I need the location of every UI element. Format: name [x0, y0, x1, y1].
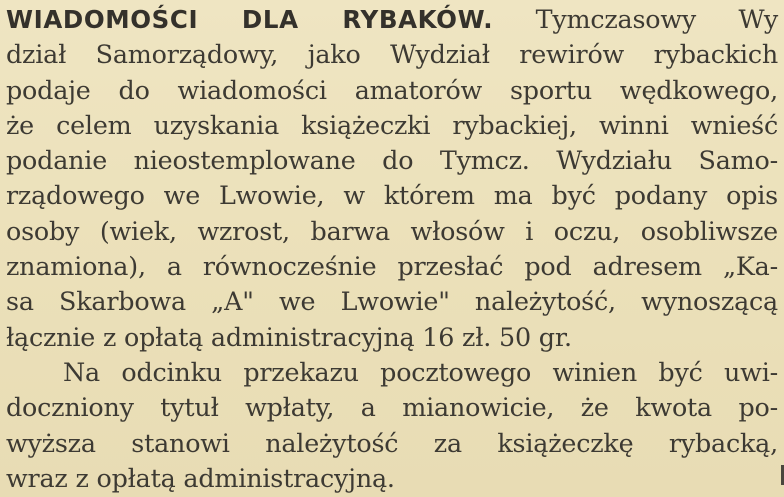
- article-line-9: sa Skarbowa „A" we Lwowie" należytość, wynoszącą: [6, 286, 778, 317]
- article-line-10: łącznie z opłatą administracyjną 16 zł. 50 gr.: [6, 321, 572, 352]
- article-line-1-text: Tymczasowy Wy: [535, 4, 779, 34]
- article-line-11: Na odcinku przekazu pocztowego winien być uwi-: [63, 356, 778, 387]
- article-line-13: wyższa stanowi należytość za książeczkę rybacką,: [6, 427, 778, 458]
- article-line-14: wraz z opłatą administracyjną.: [6, 462, 395, 493]
- article-line-4: że celem uzyskania książeczki rybackiej, winni wnieść: [6, 109, 778, 140]
- article-body: [6, 2, 778, 496]
- article-heading: WIADOMOŚCI DLA RYBAKÓW.: [6, 5, 494, 34]
- article-line-7: osoby (wiek, wzrost, barwa włosów i oczu, osobliwsze: [6, 215, 778, 246]
- article-line-1: [6, 2, 778, 37]
- article-line-3: podaje do wiadomości amatorów sportu wędkowego,: [6, 74, 778, 105]
- article-line-12: doczniony tytuł wpłaty, a mianowicie, że kwota po-: [6, 392, 778, 423]
- article-line-5: podanie nieostemplowane do Tymcz. Wydziału Samo-: [6, 145, 778, 176]
- article-line-2: dział Samorządowy, jako Wydział rewirów rybackich: [6, 39, 778, 70]
- article-line-6: rządowego we Lwowie, w którem ma być podany opis: [6, 180, 778, 211]
- article-line-8: znamiona), a równocześnie przesłać pod adresem „Ka-: [6, 251, 778, 282]
